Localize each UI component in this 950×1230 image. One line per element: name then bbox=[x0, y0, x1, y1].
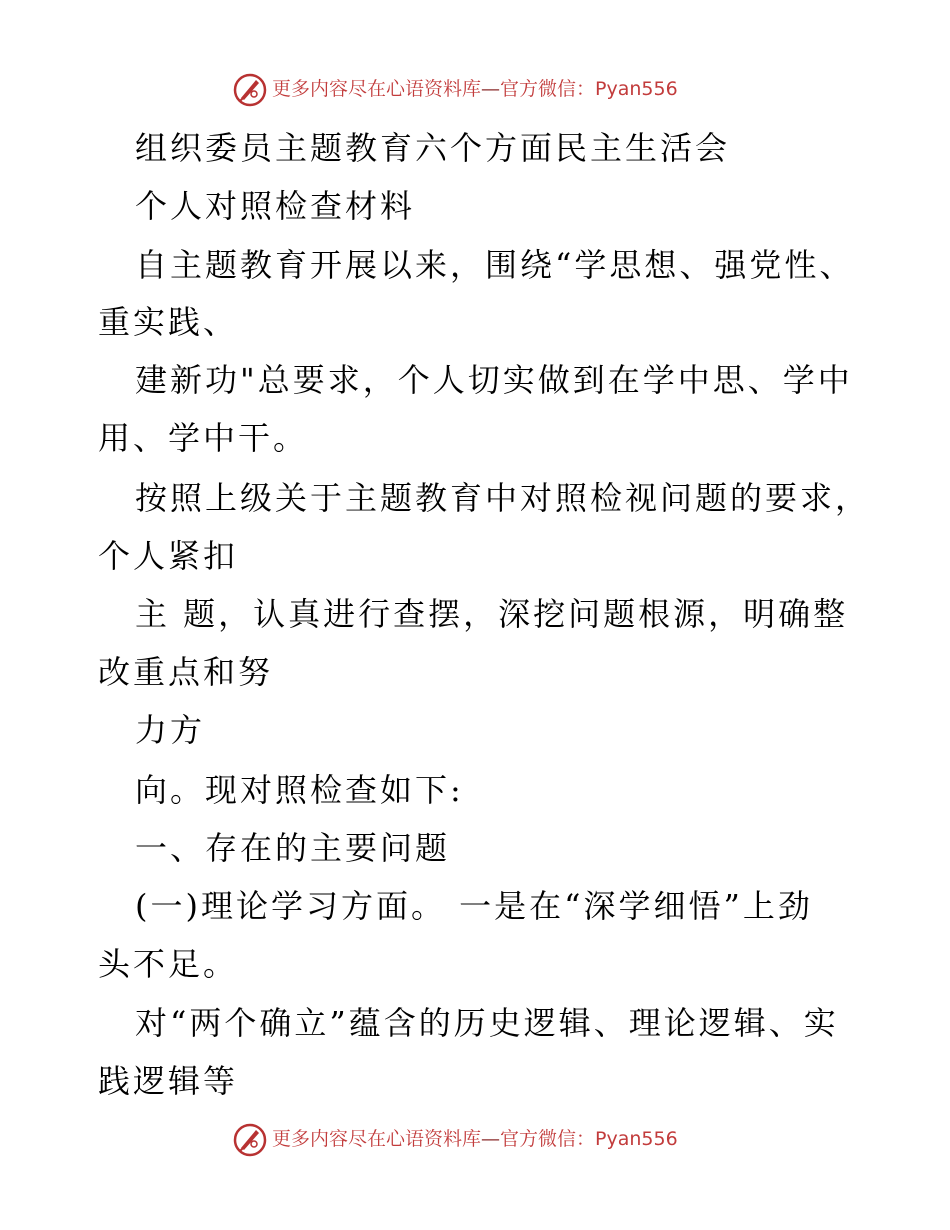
quill-pen-logo-icon bbox=[232, 1122, 268, 1158]
watermark-separator: — bbox=[481, 78, 501, 100]
paragraph-line: 用、学中干。 bbox=[98, 419, 309, 457]
paragraph-line: 建新功"总要求，个人切实做到在学中思、学中 bbox=[135, 361, 853, 399]
watermark-main: 更多内容尽在心语资料库 bbox=[272, 1128, 482, 1150]
paragraph-line: 按照上级关于主题教育中对照检视问题的要求， bbox=[135, 479, 871, 517]
paragraph-line: (一)理论学习方面。 一是在“深学细悟”上劲 bbox=[135, 887, 813, 925]
footer-watermark bbox=[0, 1120, 950, 1160]
quill-pen-logo-icon bbox=[232, 72, 268, 108]
paragraph-line: 个人紧扣 bbox=[98, 537, 239, 575]
paragraph-line: 自主题教育开展以来，围绕“学思想、强党性、 bbox=[135, 246, 855, 284]
paragraph-line: 主 题，认真进行查摆，深挖问题根源，明确整 bbox=[135, 595, 849, 633]
watermark-text bbox=[272, 1127, 678, 1151]
doc-title-line-1: 组织委员主题教育六个方面民主生活会 bbox=[135, 129, 731, 167]
paragraph-line: 践逻辑等 bbox=[98, 1062, 239, 1100]
paragraph-line: 对“两个确立”蕴含的历史逻辑、理论逻辑、实 bbox=[135, 1004, 839, 1042]
watermark-wechat-label: 官方微信： bbox=[500, 78, 596, 100]
watermark-wechat-id: Pyan556 bbox=[595, 1128, 678, 1150]
paragraph-line: 头不足。 bbox=[98, 945, 239, 983]
section-heading: 一、存在的主要问题 bbox=[135, 829, 451, 867]
watermark-separator: — bbox=[481, 1128, 501, 1150]
watermark-main: 更多内容尽在心语资料库 bbox=[272, 78, 482, 100]
doc-title-line-2: 个人对照检查材料 bbox=[135, 187, 416, 225]
paragraph-line: 力方 bbox=[135, 711, 206, 749]
paragraph-line: 向。现对照检查如下: bbox=[135, 771, 464, 809]
paragraph-line: 改重点和努 bbox=[98, 653, 274, 691]
paragraph-line: 重实践、 bbox=[98, 303, 239, 341]
watermark-wechat-label: 官方微信： bbox=[500, 1128, 596, 1150]
watermark-text bbox=[272, 77, 678, 101]
watermark-wechat-id: Pyan556 bbox=[595, 78, 678, 100]
header-watermark bbox=[0, 70, 950, 110]
